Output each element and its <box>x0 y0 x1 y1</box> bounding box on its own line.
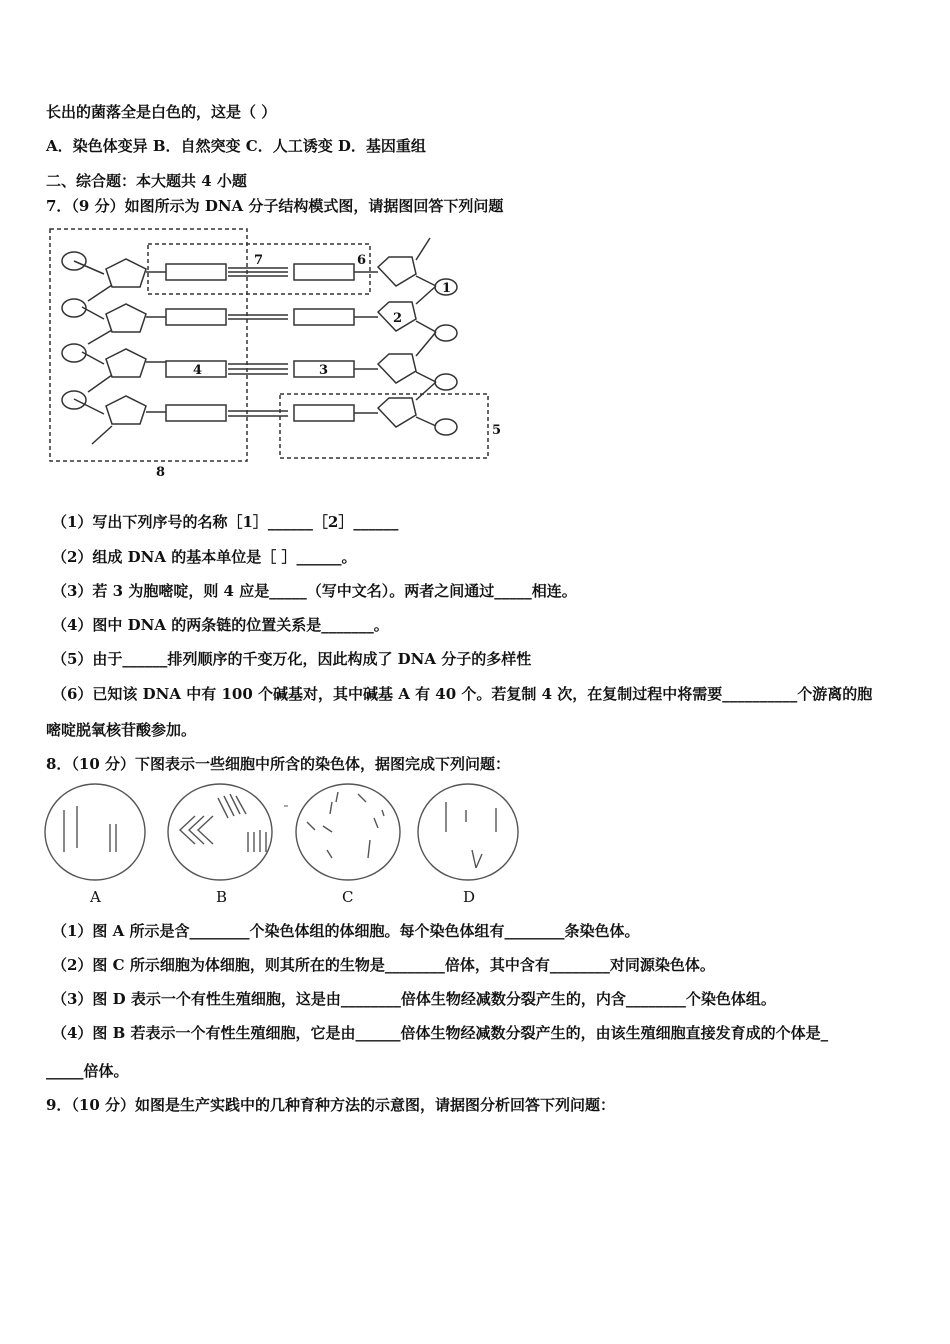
cell-label-a: A <box>90 888 101 906</box>
label-4: 4 <box>193 363 203 378</box>
box-6-7 <box>148 244 370 294</box>
question-7-part-4: （4）图中 DNA 的两条链的位置关系是_______。 <box>52 616 389 634</box>
question-7-part-6: （6）已知该 DNA 中有 100 个碱基对，其中碱基 A 有 40 个。若复制 4 次，在复制过程中将需要__________个游离的胞 <box>52 685 873 703</box>
cell-d <box>418 784 518 880</box>
cell-c <box>296 784 400 880</box>
answer-options: A．染色体变异 B．自然突变 C．人工诱变 D．基因重组 <box>46 137 426 155</box>
question-7-title: 7．（9 分）如图所示为 DNA 分子结构模式图，请据图回答下列问题 <box>46 197 504 215</box>
label-5: 5 <box>492 423 502 438</box>
label-2: 2 <box>393 311 403 326</box>
cell-label-b: B <box>216 888 228 906</box>
dna-structure-diagram <box>44 224 514 484</box>
label-1: 1 <box>442 281 452 296</box>
cell-b <box>168 784 272 880</box>
label-7: 7 <box>254 253 264 268</box>
question-7-part-1: （1）写出下列序号的名称［1］______［2］______ <box>52 513 399 531</box>
question-8-part-4: （4）图 B 若表示一个有性生殖细胞，它是由______倍体生物经减数分裂产生的，由该生殖细胞直接发育成的个体是_ <box>52 1024 829 1042</box>
section-heading: 二、综合题：本大题共 4 小题 <box>46 172 247 190</box>
question-7-part-3: （3）若 3 为胞嘧啶，则 4 应是_____（写中文名）。两者之间通过_____相连。 <box>52 582 577 600</box>
label-6: 6 <box>357 253 367 268</box>
cell-label-c: C <box>342 888 354 906</box>
question-7-part-2: （2）组成 DNA 的基本单位是［ ］______。 <box>52 548 357 566</box>
question-9-title: 9．（10 分）如图是生产实践中的几种育种方法的示意图，请据图分析回答下列问题： <box>46 1096 616 1114</box>
chromosome-cells-diagram <box>40 780 530 910</box>
text-line: 长出的菌落全是白色的，这是（ ） <box>46 103 277 121</box>
question-7-part-5: （5）由于______排列顺序的千变万化，因此构成了 DNA 分子的多样性 <box>52 650 532 668</box>
question-8-part-1: （1）图 A 所示是含________个染色体组的体细胞。每个染色体组有________条染色体。 <box>52 922 640 940</box>
question-8-part-3: （3）图 D 表示一个有性生殖细胞，这是由________倍体生物经减数分裂产生的，内含________个染色体组。 <box>52 990 776 1008</box>
cell-label-d: D <box>463 888 476 906</box>
cell-a <box>45 784 145 880</box>
label-8: 8 <box>156 465 166 480</box>
question-8-part-4-cont: _____倍体。 <box>46 1062 129 1080</box>
label-3: 3 <box>319 363 329 378</box>
question-7-part-6-cont: 嘧啶脱氧核苷酸参加。 <box>46 721 197 739</box>
question-8-part-2: （2）图 C 所示细胞为体细胞，则其所在的生物是________倍体，其中含有________对同源染色体。 <box>52 956 715 974</box>
question-8-title: 8．（10 分）下图表示一些细胞中所含的染色体，据图完成下列问题： <box>46 755 511 773</box>
